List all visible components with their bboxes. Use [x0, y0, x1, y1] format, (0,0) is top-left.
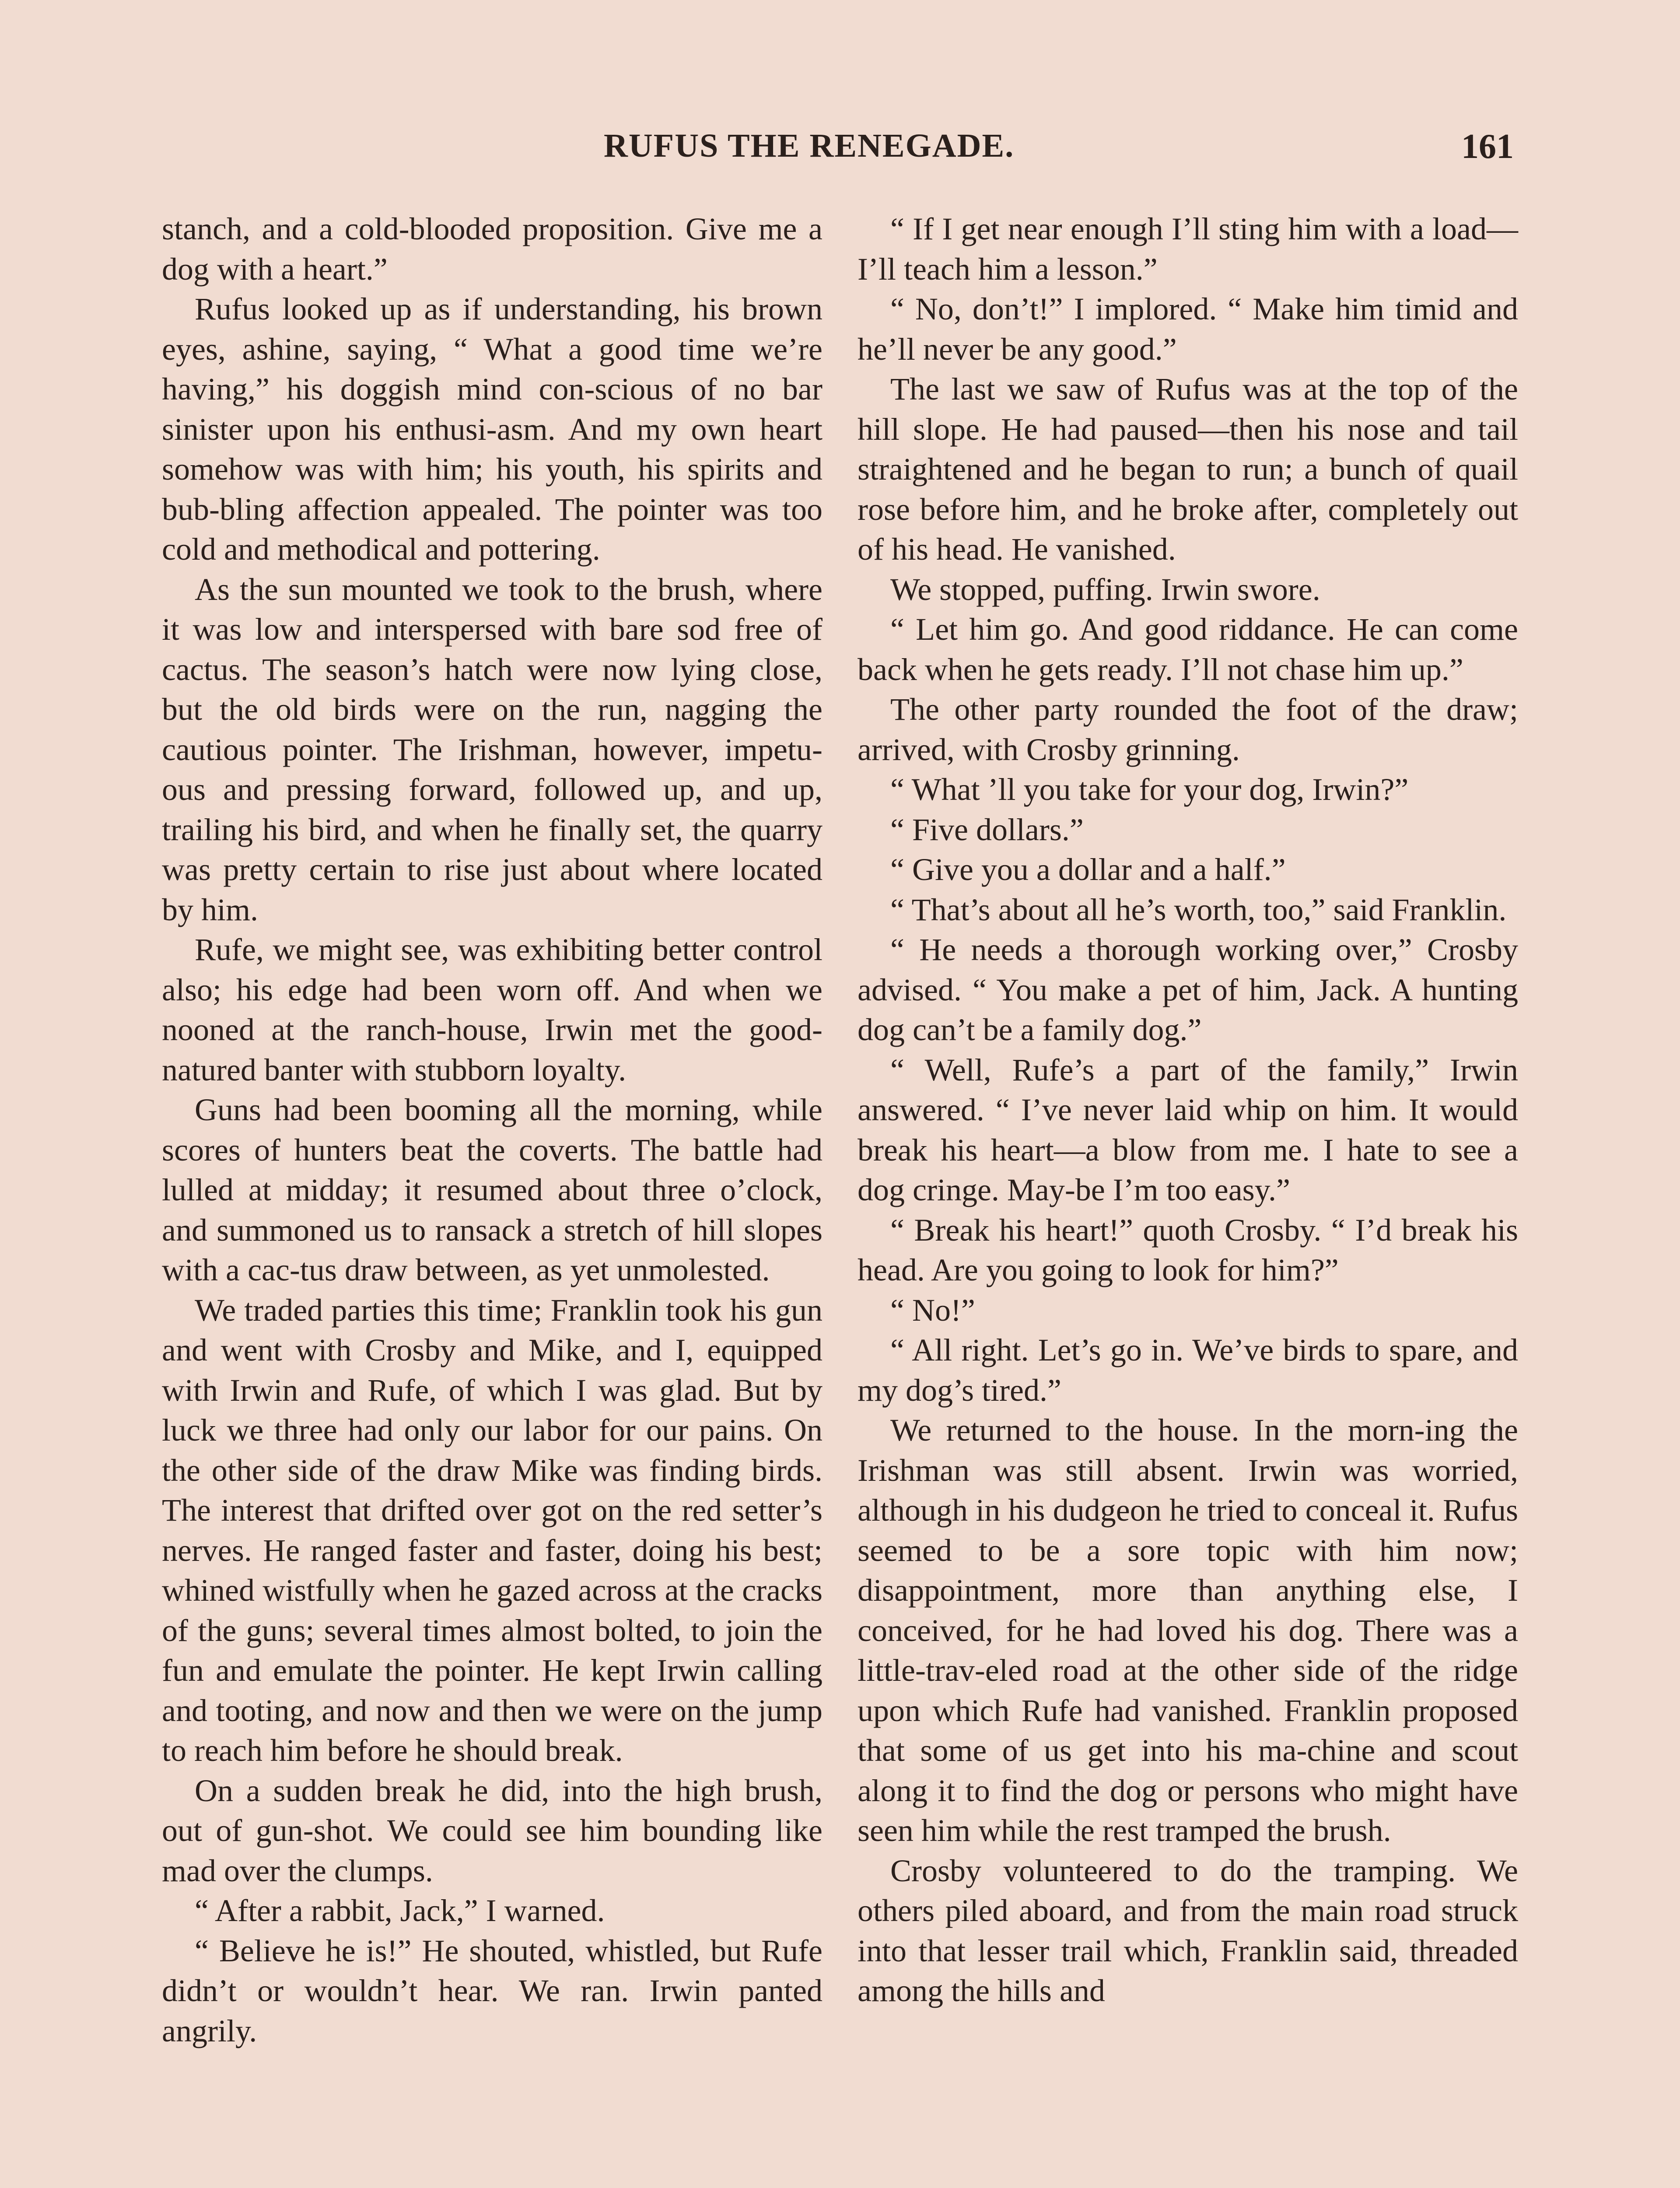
paragraph: As the sun mounted we took to the brush, where it was low and interspersed with bare sod free of cactus. The season’s hatch were now lying close, but the old birds were on the run, nagging the cautious pointer. The Irishman, however, impetu-ous and pressing forward, followed up, and up, trailing his bird, and when he finally set, the quarry was pretty certain to rise just about where located by him.: [162, 572, 822, 927]
paragraph: “ Well, Rufe’s a part of the family,” Irwin answered. “ I’ve never laid whip on him. It would break his heart—a blow from me. I hate to see a dog cringe. May-be I’m too easy.”: [858, 1052, 1518, 1207]
paragraph: Rufe, we might see, was exhibiting better control also; his edge had been worn off. And when we nooned at the ranch-house, Irwin met the good-natured banter with stubborn loyalty.: [162, 932, 822, 1087]
left-column: [162, 209, 822, 2051]
paragraph: On a sudden break he did, into the high brush, out of gun-shot. We could see him bounding like mad over the clumps.: [162, 1773, 822, 1888]
paragraph: “ What ’ll you take for your dog, Irwin?”: [890, 772, 1409, 807]
paragraph: “ After a rabbit, Jack,” I warned.: [195, 1893, 605, 1928]
paragraph: “ No, don’t!” I implored. “ Make him timid and he’ll never be any good.”: [858, 291, 1518, 367]
paragraph: “ Break his heart!” quoth Crosby. “ I’d break his head. Are you going to look for him?”: [858, 1212, 1518, 1287]
page-header: [0, 127, 1680, 175]
running-title: RUFUS THE RENEGADE.: [604, 127, 1015, 164]
paragraph: Rufus looked up as if understanding, his brown eyes, ashine, saying, “ What a good time we’re having,” his doggish mind con-scious of no bar sinister upon his enthusi-asm. And my own heart somehow was with him; his youth, his spirits and bub-bling affection appealed. The pointer was too cold and methodical and pottering.: [162, 291, 822, 567]
paragraph: We traded parties this time; Franklin took his gun and went with Crosby and Mike, and I, equipped with Irwin and Rufe, of which I was glad. But by luck we three had only our labor for our pains. On the other side of the draw Mike was finding birds. The interest that drifted over got on the red setter’s nerves. He ranged faster and faster, doing his best; whined wistfully when he gazed across at the cracks of the guns; several times almost bolted, to join the fun and emulate the pointer. He kept Irwin calling and tooting, and now and then we were on the jump to reach him before he should break.: [162, 1292, 822, 1768]
paragraph: “ Give you a dollar and a half.”: [890, 852, 1286, 887]
paragraph: Guns had been booming all the morning, while scores of hunters beat the coverts. The battle had lulled at midday; it resumed about three o’clock, and summoned us to ransack a stretch of hill slopes with a cac-tus draw between, as yet unmolested.: [162, 1092, 822, 1287]
page-number: 161: [1461, 127, 1514, 166]
paragraph: “ He needs a thorough working over,” Crosby advised. “ You make a pet of him, Jack. A hunting dog can’t be a family dog.”: [858, 932, 1518, 1047]
paragraph: “ Let him go. And good riddance. He can come back when he gets ready. I’ll not chase him up.”: [858, 612, 1518, 687]
paragraph: The other party rounded the foot of the draw; arrived, with Crosby grinning.: [858, 692, 1518, 767]
paragraph: stanch, and a cold-blooded proposition. Give me a dog with a heart.”: [162, 211, 822, 287]
paragraph: “ All right. Let’s go in. We’ve birds to spare, and my dog’s tired.”: [858, 1332, 1518, 1408]
paragraph: “ If I get near enough I’ll sting him with a load—I’ll teach him a lesson.”: [858, 211, 1518, 287]
paragraph: The last we saw of Rufus was at the top of the hill slope. He had paused—then his nose and tail straightened and he began to run; a bunch of quail rose before him, and he broke after, completely out of his head. He vanished.: [858, 372, 1518, 567]
paragraph: Crosby volunteered to do the tramping. We others piled aboard, and from the main road struck into that lesser trail which, Franklin said, threaded among the hills and: [858, 1853, 1518, 2008]
right-column: [858, 209, 1518, 2011]
paragraph: “ No!”: [890, 1292, 975, 1328]
paragraph: “ That’s about all he’s worth, too,” said Franklin.: [890, 892, 1507, 927]
paragraph: We returned to the house. In the morn-ing the Irishman was still absent. Irwin was worried, although in his dudgeon he tried to conceal it. Rufus seemed to be a sore topic with him now; disappointment, more than anything else, I conceived, for he had loved his dog. There was a little-trav-eled road at the other side of the ridge upon which Rufe had vanished. Franklin proposed that some of us get into his ma-chine and scout along it to find the dog or persons who might have seen him while the rest tramped the brush.: [858, 1413, 1518, 1848]
paragraph: “ Believe he is!” He shouted, whistled, but Rufe didn’t or wouldn’t hear. We ran. Irwin panted angrily.: [162, 1933, 822, 2048]
paragraph: “ Five dollars.”: [890, 812, 1084, 847]
paragraph: We stopped, puffing. Irwin swore.: [890, 572, 1320, 607]
